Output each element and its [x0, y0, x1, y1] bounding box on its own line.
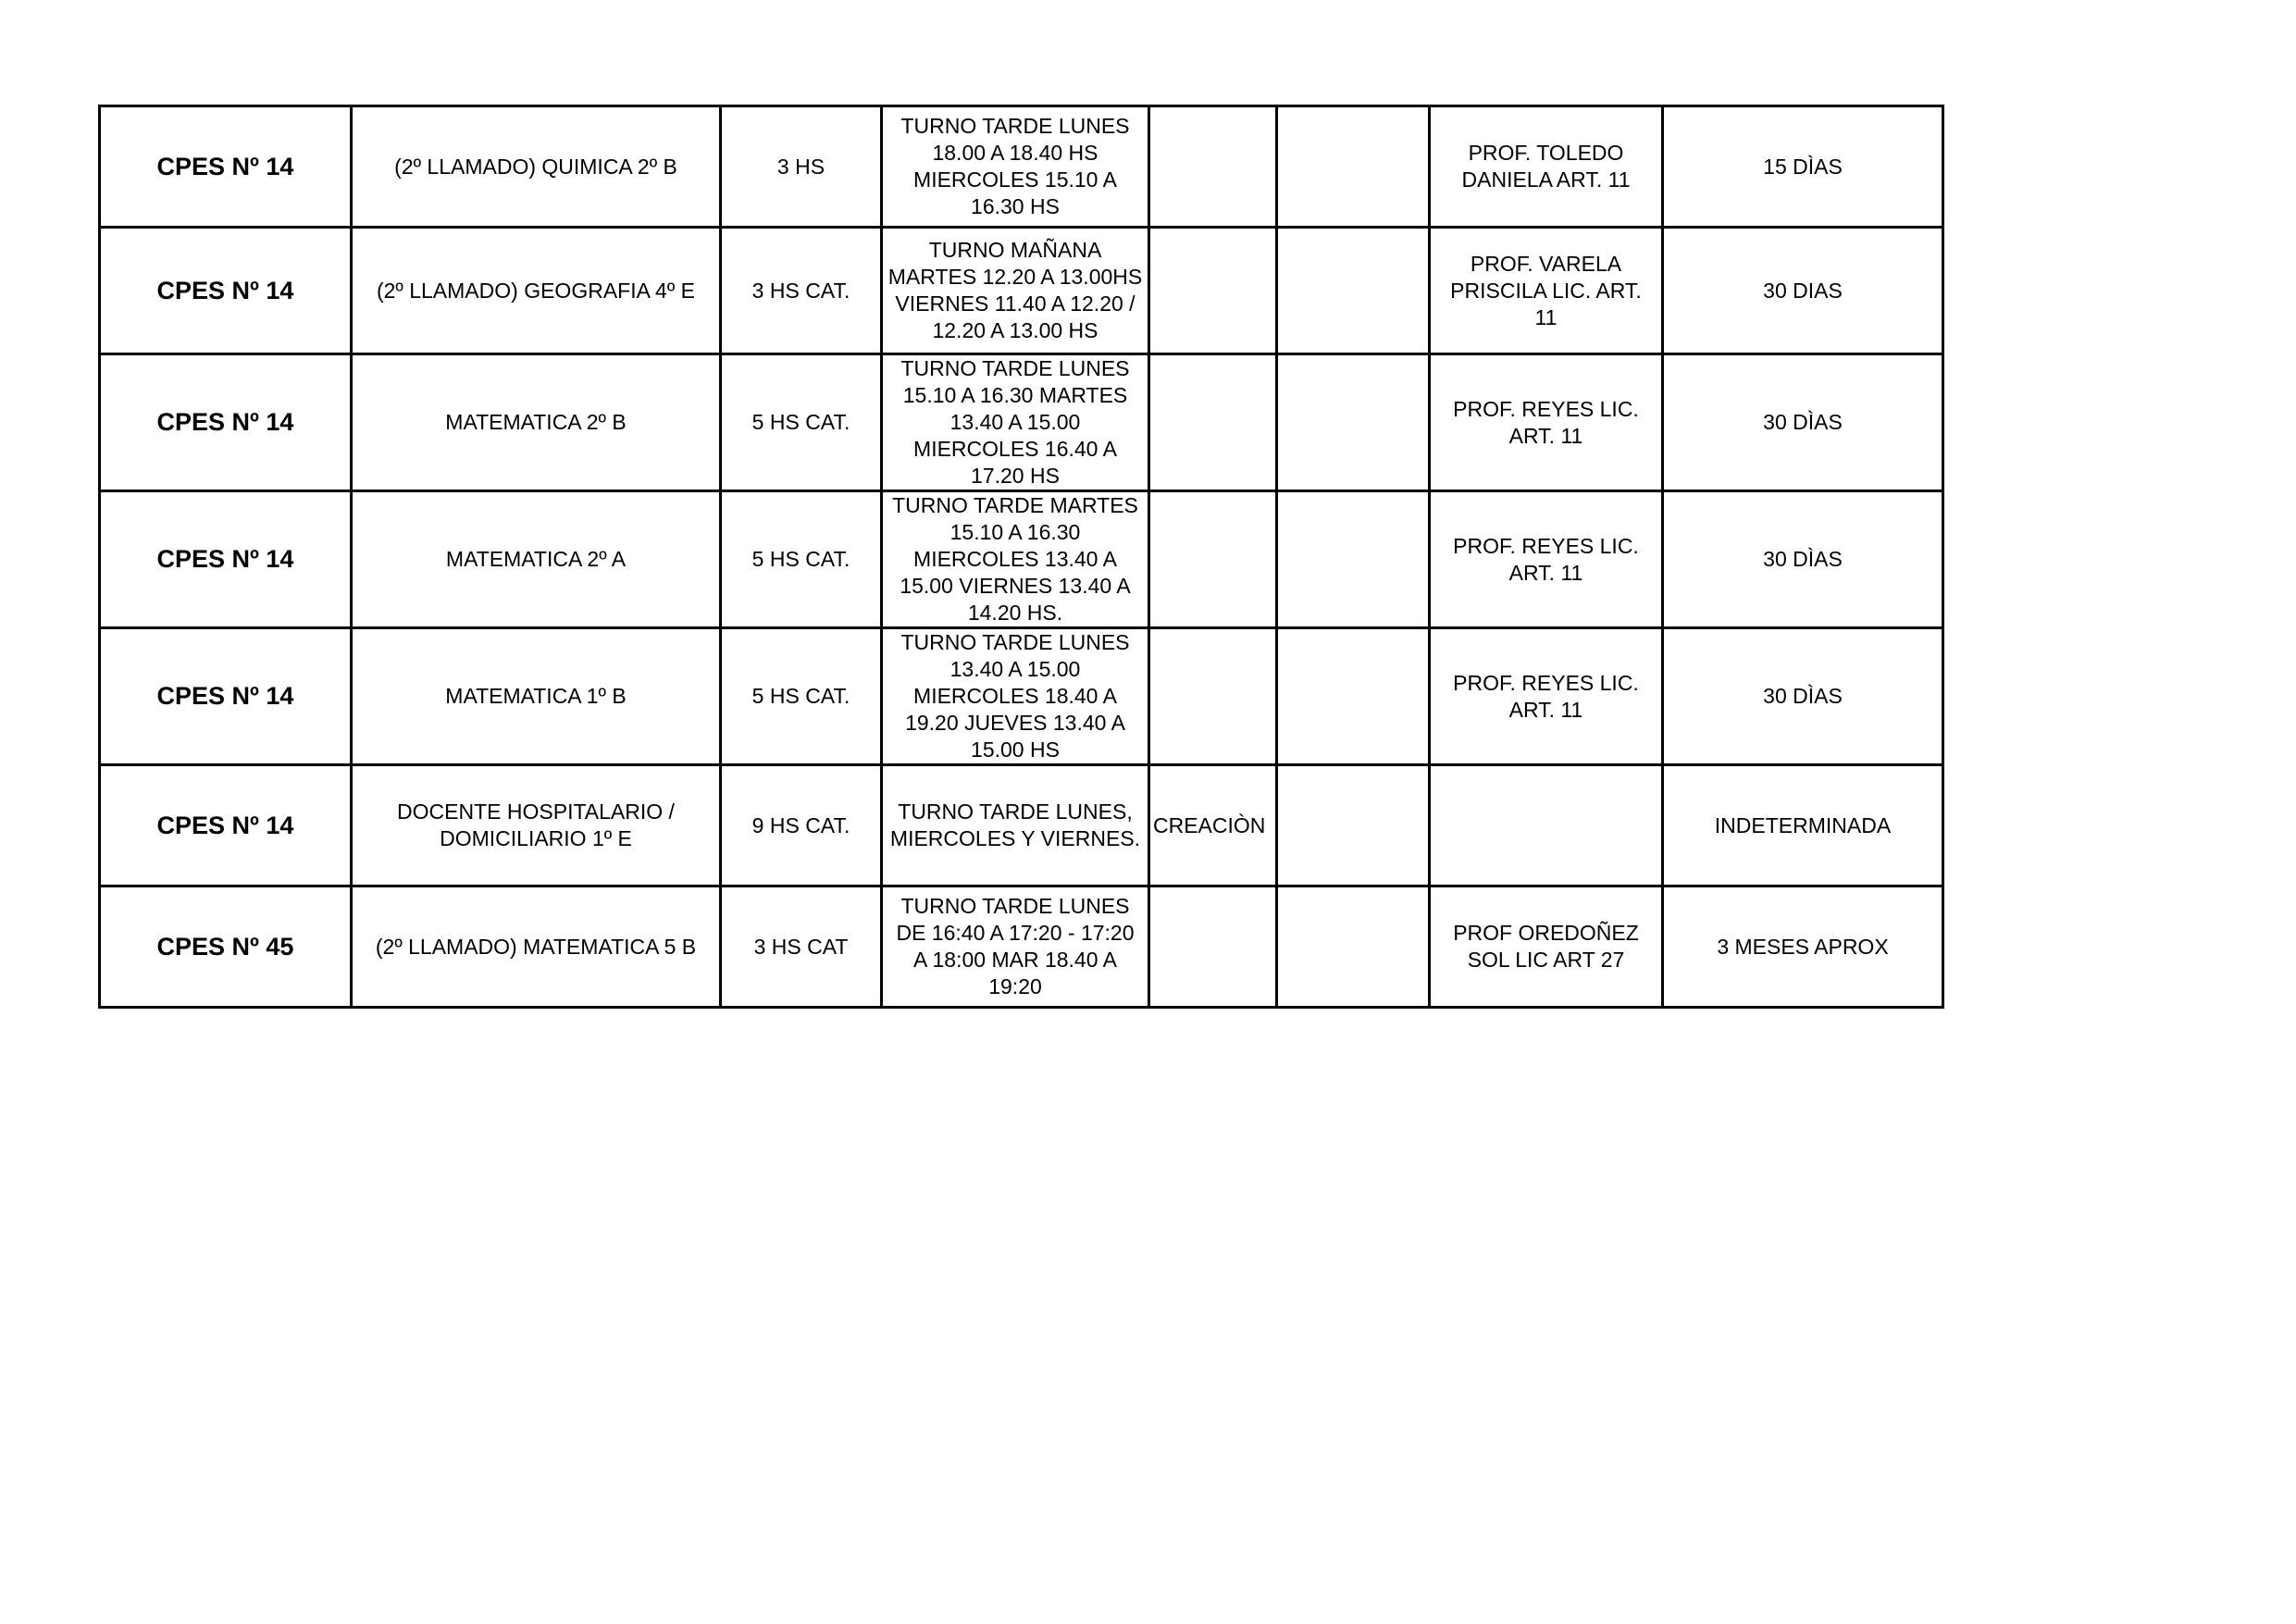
- replaces-cell: PROF. REYES LIC. ART. 11: [1430, 354, 1663, 491]
- school-cell: CPES Nº 14: [100, 765, 352, 886]
- table-row: [100, 228, 1943, 354]
- schedule-cell: TURNO TARDE LUNES, MIERCOLES Y VIERNES.: [882, 765, 1149, 886]
- subject-cell: DOCENTE HOSPITALARIO / DOMICILIARIO 1º E: [352, 765, 721, 886]
- schedule-cell: TURNO TARDE MARTES 15.10 A 16.30 MIERCOLES 13.40 A 15.00 VIERNES 13.40 A 14.20 HS.: [882, 491, 1149, 628]
- table-row: [100, 491, 1943, 628]
- subject-cell: (2º LLAMADO) MATEMATICA 5 B: [352, 886, 721, 1008]
- hours-cell: 3 HS CAT: [721, 886, 882, 1008]
- motive-cell: [1149, 106, 1277, 228]
- subject-cell: MATEMATICA 2º A: [352, 491, 721, 628]
- table-row: [100, 354, 1943, 491]
- extra-cell: [1277, 354, 1430, 491]
- motive-cell: [1149, 628, 1277, 765]
- extra-cell: [1277, 628, 1430, 765]
- schedule-cell: TURNO MAÑANA MARTES 12.20 A 13.00HS VIERNES 11.40 A 12.20 / 12.20 A 13.00 HS: [882, 228, 1149, 354]
- extra-cell: [1277, 765, 1430, 886]
- school-cell: CPES Nº 14: [100, 228, 352, 354]
- hours-cell: 9 HS CAT.: [721, 765, 882, 886]
- table-row: [100, 765, 1943, 886]
- hours-cell: 5 HS CAT.: [721, 491, 882, 628]
- schedule-cell: TURNO TARDE LUNES 13.40 A 15.00 MIERCOLES 18.40 A 19.20 JUEVES 13.40 A 15.00 HS: [882, 628, 1149, 765]
- schedule-cell: TURNO TARDE LUNES 18.00 A 18.40 HS MIERCOLES 15.10 A 16.30 HS: [882, 106, 1149, 228]
- subject-cell: (2º LLAMADO) GEOGRAFIA 4º E: [352, 228, 721, 354]
- hours-cell: 5 HS CAT.: [721, 354, 882, 491]
- replaces-cell: PROF. TOLEDO DANIELA ART. 11: [1430, 106, 1663, 228]
- school-cell: CPES Nº 14: [100, 106, 352, 228]
- hours-cell: 3 HS: [721, 106, 882, 228]
- replaces-cell: PROF. REYES LIC. ART. 11: [1430, 628, 1663, 765]
- vacancy-table: [98, 105, 1944, 1009]
- duration-cell: INDETERMINADA: [1663, 765, 1943, 886]
- schedule-cell: TURNO TARDE LUNES 15.10 A 16.30 MARTES 13.40 A 15.00 MIERCOLES 16.40 A 17.20 HS: [882, 354, 1149, 491]
- motive-cell: [1149, 354, 1277, 491]
- motive-cell: [1149, 491, 1277, 628]
- extra-cell: [1277, 491, 1430, 628]
- subject-cell: MATEMATICA 1º B: [352, 628, 721, 765]
- motive-cell: [1149, 886, 1277, 1008]
- duration-cell: 3 MESES APROX: [1663, 886, 1943, 1008]
- duration-cell: 15 DÌAS: [1663, 106, 1943, 228]
- school-cell: CPES Nº 14: [100, 354, 352, 491]
- hours-cell: 3 HS CAT.: [721, 228, 882, 354]
- motive-cell: [1149, 228, 1277, 354]
- school-cell: CPES Nº 14: [100, 491, 352, 628]
- extra-cell: [1277, 106, 1430, 228]
- school-cell: CPES Nº 45: [100, 886, 352, 1008]
- subject-cell: MATEMATICA 2º B: [352, 354, 721, 491]
- school-cell: CPES Nº 14: [100, 628, 352, 765]
- duration-cell: 30 DÌAS: [1663, 628, 1943, 765]
- extra-cell: [1277, 886, 1430, 1008]
- motive-cell: CREACIÒN: [1149, 765, 1277, 886]
- table-row: [100, 628, 1943, 765]
- replaces-cell: PROF. VARELA PRISCILA LIC. ART. 11: [1430, 228, 1663, 354]
- table-row: [100, 106, 1943, 228]
- subject-cell: (2º LLAMADO) QUIMICA 2º B: [352, 106, 721, 228]
- replaces-cell: PROF OREDOÑEZ SOL LIC ART 27: [1430, 886, 1663, 1008]
- extra-cell: [1277, 228, 1430, 354]
- hours-cell: 5 HS CAT.: [721, 628, 882, 765]
- duration-cell: 30 DÌAS: [1663, 491, 1943, 628]
- replaces-cell: PROF. REYES LIC. ART. 11: [1430, 491, 1663, 628]
- table-row: [100, 886, 1943, 1008]
- duration-cell: 30 DÌAS: [1663, 354, 1943, 491]
- replaces-cell: [1430, 765, 1663, 886]
- duration-cell: 30 DIAS: [1663, 228, 1943, 354]
- schedule-cell: TURNO TARDE LUNES DE 16:40 A 17:20 - 17:20 A 18:00 MAR 18.40 A 19:20: [882, 886, 1149, 1008]
